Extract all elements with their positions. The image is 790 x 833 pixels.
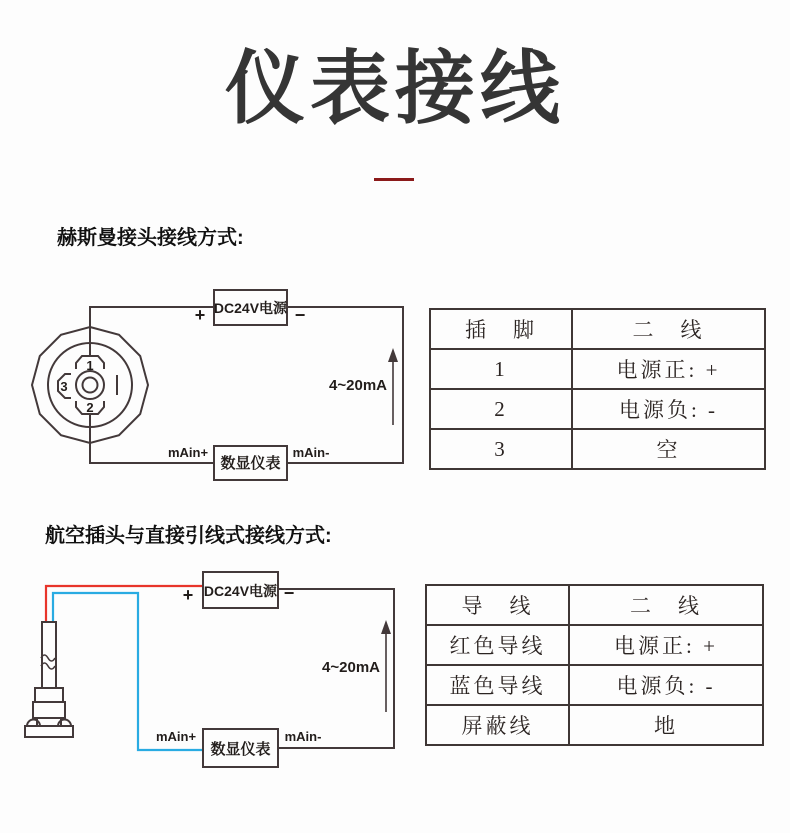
current-arrow-head [381,620,391,634]
minus-sign: − [283,583,295,603]
header-pin: 插 脚 [430,309,572,349]
cell-power-negative: 电源负: - [572,389,765,429]
table-row [426,665,763,705]
header-wire: 导 线 [426,585,569,625]
table-header-row [430,309,765,349]
table-row [430,429,765,469]
page-title: 仪表接线 [225,44,565,133]
cell-pin-3: 3 [430,429,572,469]
pressure-transmitter-sketch [25,622,73,737]
aviation-wiring-diagram [0,560,420,780]
hirschmann-wiring-diagram [0,270,420,500]
cell-red-wire: 红色导线 [426,625,569,665]
minus-sign: − [294,305,306,325]
pin1-label: 1 [86,358,94,373]
cell-pin-2: 2 [430,389,572,429]
current-arrow-head [388,348,398,362]
red-lead-wire [46,586,203,623]
plus-sign: + [194,305,206,325]
table-row [426,625,763,665]
power-supply-label: DC24V电源 [213,300,288,316]
ma-in-plus-label: mAin+ [167,445,209,460]
meter-label: 数显仪表 [210,741,271,758]
ma-in-minus-label: mAin- [292,445,330,460]
header-two-wire: 二 线 [572,309,765,349]
hirschmann-pin-table [429,308,766,470]
pin3-label: 3 [60,379,68,394]
ma-in-plus-label: mAin+ [155,729,197,744]
current-range-label: 4~20mA [322,659,380,676]
cell-power-positive: 电源正: + [569,625,763,665]
table-row [426,705,763,745]
pin2-label: 2 [86,400,94,415]
header-two-wire: 二 线 [569,585,763,625]
power-supply-label: DC24V电源 [203,583,278,599]
cell-power-negative: 电源负: - [569,665,763,705]
blue-lead-wire [53,593,203,750]
connector-center-outer [76,371,104,399]
table-header-row [426,585,763,625]
table-row [430,349,765,389]
cell-pin-1: 1 [430,349,572,389]
aviation-wire-table [425,584,764,746]
sensor-upper-block [35,688,63,702]
plus-sign: + [182,585,194,605]
cell-ground: 地 [569,705,763,745]
title-accent-dash [374,178,414,181]
cell-blue-wire: 蓝色导线 [426,665,569,705]
ma-in-minus-label: mAin- [284,729,322,744]
cell-shield-wire: 屏蔽线 [426,705,569,745]
cell-power-positive: 电源正: + [572,349,765,389]
sensor-flange-base [25,726,73,737]
table-row [430,389,765,429]
connector-center-inner [83,378,98,393]
cell-empty: 空 [572,429,765,469]
section-aviation-heading: 航空插头与直接引线式接线方式: [45,525,332,547]
sensor-hex-block [33,702,65,718]
current-range-label: 4~20mA [329,377,387,394]
section-hirschmann-heading: 赫斯曼接头接线方式: [57,227,244,249]
meter-label: 数显仪表 [220,455,281,472]
